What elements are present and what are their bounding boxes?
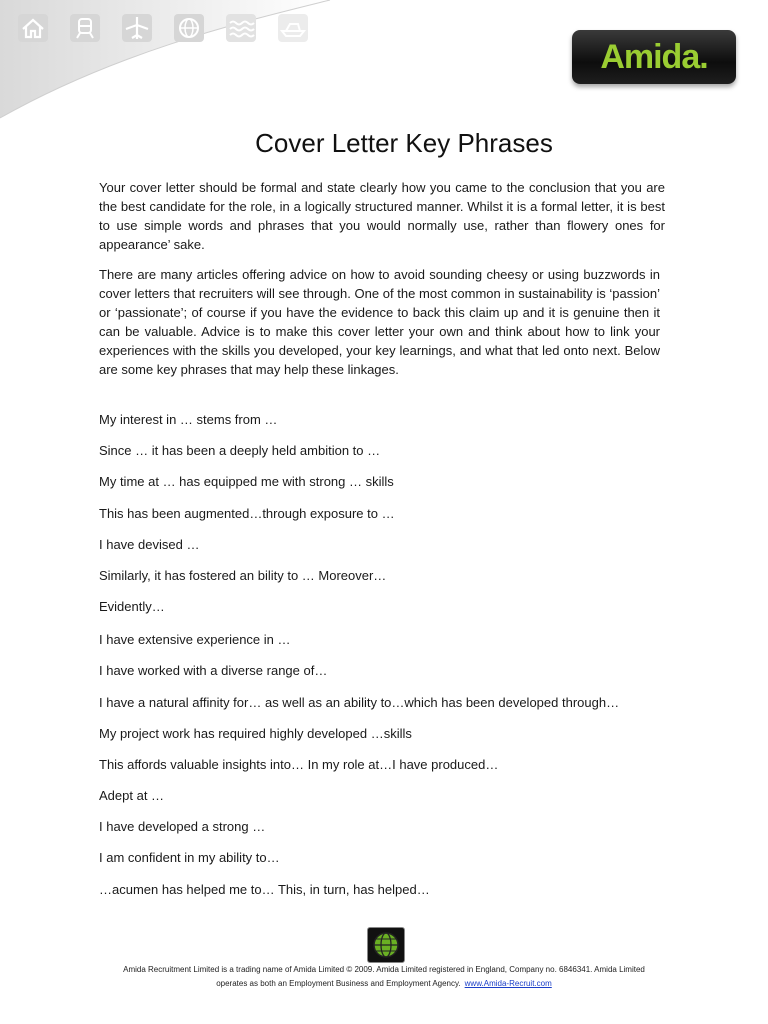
phrase-item: My project work has required highly developed …skills	[99, 725, 412, 741]
phrase-item: My interest in … stems from …	[99, 412, 278, 427]
phrase-item: Since … it has been a deeply held ambition to …	[99, 443, 381, 459]
phrase-item: Adept at …	[99, 788, 165, 804]
footer-line-2-text: operates as both an Employment Business and Employment Agency.	[216, 979, 461, 988]
phrase-item: This affords valuable insights into… In my role at…I have produced…	[99, 756, 499, 772]
paragraph-advice: There are many articles offering advice on how to avoid sounding cheesy or using buzzwords in cover letters that recruiters will see through. One of the most common in sustainability is ‘passion’ or ‘passionate’; of course if you have the evidence to back this claim up and it is genuine then it can be valuable. Advice is to make this cover letter your own and think about how to link your experiences with the skills you developed, your key learnings, and what that led onto next. Below are some key phrases that may help these linkages.	[99, 267, 660, 377]
footer-line-2	[80, 977, 688, 991]
phrase-item: I have worked with a diverse range of…	[99, 663, 328, 679]
footer-legal-text	[80, 963, 688, 991]
globe-icon	[174, 14, 204, 42]
header-icon-bar	[18, 14, 308, 42]
phrase-item: …acumen has helped me to… This, in turn, has helped…	[99, 881, 430, 897]
train-icon	[70, 14, 100, 42]
phrase-item: Similarly, it has fostered an bility to … Moreover…	[99, 567, 387, 583]
phrase-item: My time at … has equipped me with strong … skills	[99, 474, 394, 490]
phrase-item: This has been augmented…through exposure to …	[99, 505, 395, 521]
paragraph-intro: Your cover letter should be formal and state clearly how you came to the conclusion that you are the best candidate for the role, in a logically structured manner. Whilst it is a formal letter, it is best to use simple words and phrases that you would normally use, rather than flowery ones for appearance’ sake.	[99, 180, 665, 252]
key-phrase-list	[99, 410, 699, 915]
phrase-item: I have extensive experience in …	[99, 632, 291, 648]
phrase-item: I have devised …	[99, 536, 200, 552]
amida-logo	[572, 30, 736, 84]
waves-icon	[226, 14, 256, 42]
plane-icon	[122, 14, 152, 42]
logo-text: Amida.	[600, 37, 708, 76]
phrase-item: Evidently…	[99, 599, 165, 615]
website-link[interactable]: www.Amida-Recruit.com	[464, 979, 552, 988]
phrase-item: I am confident in my ability to…	[99, 850, 280, 866]
footer-globe-icon	[367, 927, 405, 963]
phrase-item: I have a natural affinity for… as well as an ability to…which has been developed through…	[99, 694, 620, 710]
home-icon	[18, 14, 48, 42]
ship-icon	[278, 14, 308, 42]
phrase-item: I have developed a strong …	[99, 819, 266, 835]
footer-line-1: Amida Recruitment Limited is a trading name of Amida Limited © 2009. Amida Limited registered in England, Company no. 6846341. Amida Limited	[123, 965, 645, 974]
page-title: Cover Letter Key Phrases	[255, 128, 553, 158]
intro-text	[99, 178, 665, 390]
